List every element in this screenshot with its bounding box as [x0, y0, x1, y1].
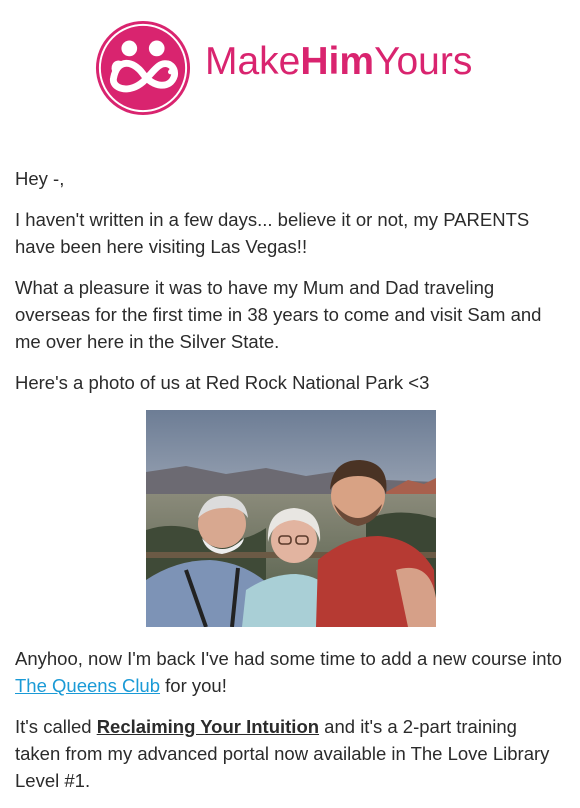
brand-name-make: Make — [205, 40, 301, 83]
paragraph-pleasure: What a pleasure it was to have my Mum and Dad traveling overseas for the first time in 38 years to come and visit Sam and me over here in the Silver State. — [15, 277, 542, 352]
paragraph-new-course — [15, 645, 567, 699]
paragraph-parents-visit: I haven't written in a few days... believe it or not, my PARENTS have been here visiting Las Vegas!! — [15, 209, 530, 257]
course-title: Reclaiming Your Intuition — [96, 716, 320, 737]
photo-container — [15, 410, 567, 627]
new-course-text-after: for you! — [160, 675, 227, 696]
paragraph-course-name — [15, 713, 567, 794]
brand-name-him: Him — [300, 40, 375, 83]
email-header — [0, 0, 580, 130]
brand-logo-icon — [94, 19, 192, 117]
new-course-text-before: Anyhoo, now I'm back I've had some time to add a new course into — [15, 648, 562, 669]
brand-name-yours: Yours — [374, 40, 473, 83]
email-body — [15, 165, 567, 808]
course-text-after: and it's a 2-part training taken from my advanced portal now available in The Love Library Level #1. — [15, 716, 550, 791]
greeting: Hey -, — [15, 168, 65, 189]
paragraph-photo-intro: Here's a photo of us at Red Rock National Park <3 — [15, 372, 430, 393]
family-photo — [146, 410, 436, 627]
brand-wordmark — [205, 40, 472, 84]
queens-club-link[interactable]: The Queens Club — [15, 675, 161, 696]
course-text-before: It's called — [15, 716, 97, 737]
